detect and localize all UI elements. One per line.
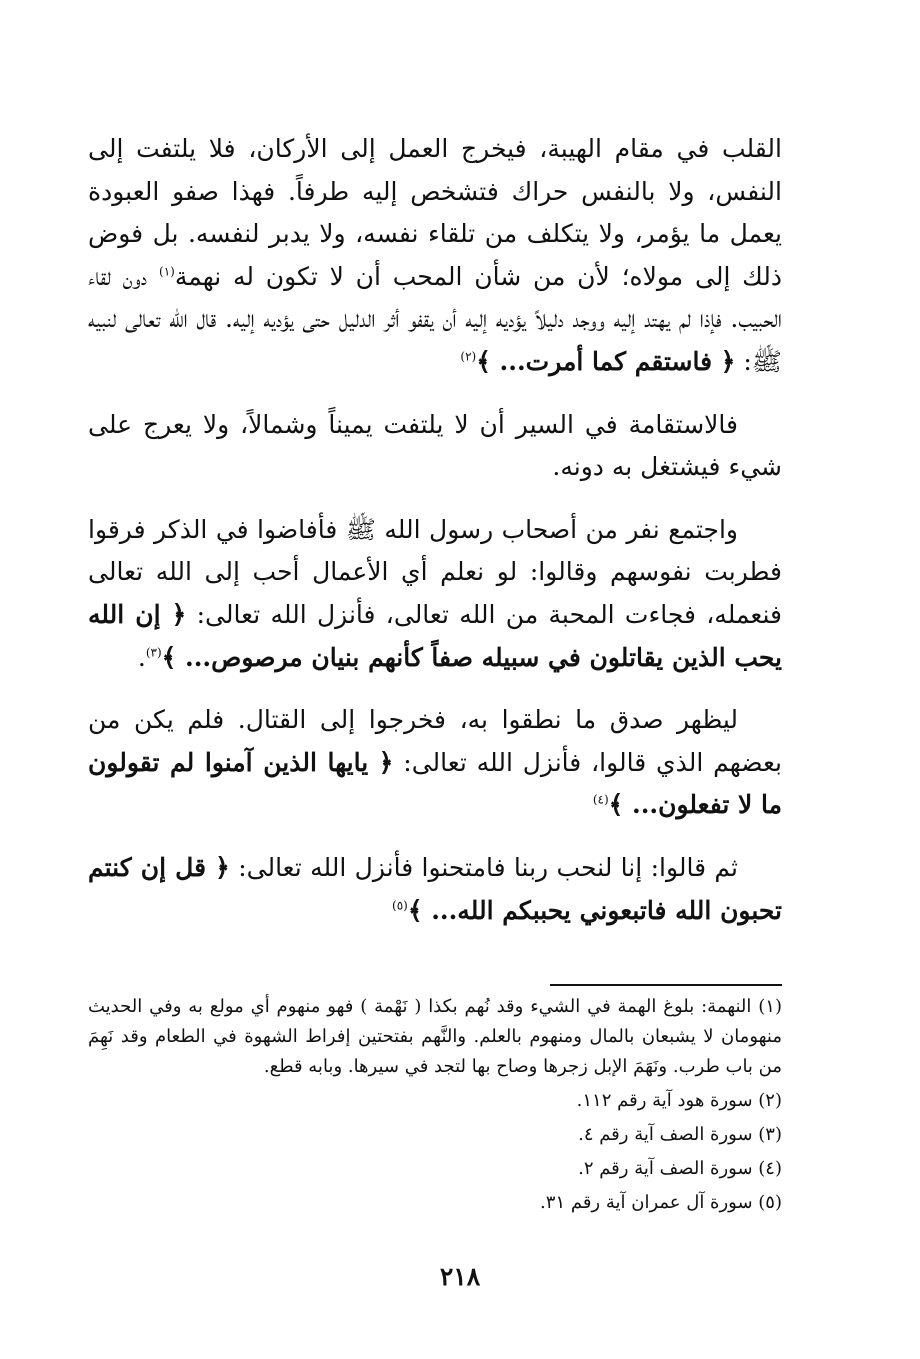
- page-body: [88, 128, 782, 952]
- footnotes: [88, 992, 782, 1222]
- footnote-ref-3: (٣): [145, 645, 162, 660]
- paragraph-5: [88, 847, 782, 932]
- footnote-4: (٤) سورة الصف آية رقم ٢.: [578, 1158, 782, 1179]
- paragraph-4-text-a: ليظهر صدق ما نطقوا به، فخرجوا إلى القتال. فلم يكن من بعضهم الذي قالوا، فأنزل الله تعالى:: [88, 705, 782, 777]
- footnote-1: (١) النهمة: بلوغ الهمة في الشيء وقد نُهم بكذا ( نَهْمة ) فهو منهوم أي مولع به وفي الحديث منهومان لا يشبعان بالمال ومنهوم بالعلم. والنَّهم بفتحتين إفراط الشهوة في الطعام وقد نَهِمَ من باب طرب. ونَهَمَ الإبل زجرها وصاح بها لتجد في سيرها. وبابه قطع.: [88, 996, 782, 1077]
- quran-quote-4: ﴿ قل إن كنتم تحبون الله فاتبعوني يحببكم الله... ﴾: [88, 852, 782, 925]
- footnote-ref-1: (١): [159, 264, 175, 279]
- paragraph-1: [88, 128, 782, 384]
- quran-quote-3: ﴿ يايها الذين آمنوا لم تقولون ما لا تفعلون... ﴾: [88, 747, 782, 820]
- footnote-ref-5: (٥): [392, 898, 408, 913]
- paragraph-1-text-a: القلب في مقام الهيبة، فيخرج العمل إلى الأركان، فلا يلتفت إلى النفس، ولا بالنفس حراك فتشخص إليه طرفاً. فهذا صفو العبودة يعمل ما يؤمر، ولا يتكلف من تلقاء نفسه، ولا يدبر لنفسه. بل فوض ذلك إلى مولاه؛ لأن من شأن المحب أن لا تكون له نهمة: [88, 134, 782, 291]
- footnote-ref-4: (٤): [592, 792, 609, 807]
- footnote-5: (٥) سورة آل عمران آية رقم ٣١.: [540, 1192, 782, 1213]
- footnote-2: (٢) سورة هود آية رقم ١١٢.: [576, 1090, 782, 1111]
- paragraph-5-text-a: ثم قالوا: إنا لنحب ربنا فامتحنوا فأنزل الله تعالى:: [229, 852, 738, 882]
- footnote-ref-2: (٢): [460, 349, 477, 364]
- paragraph-3: [88, 509, 782, 679]
- paragraph-4: [88, 699, 782, 827]
- paragraph-2: [88, 404, 782, 489]
- footnote-separator: [550, 984, 782, 986]
- quran-quote-1: ﴿ فاستقم كما أمرت... ﴾: [476, 346, 736, 376]
- paragraph-1-text-b: دون لقاء الحبيب. فإذا لم يهتد إليه ووجد دليلاً يؤديه إليه أن يقفو أثر الدليل حتى يؤديه إليه. قال الله تعالى لنبيه ﷺ:: [88, 261, 782, 376]
- paragraph-3-text-a: واجتمع نفر من أصحاب رسول الله ﷺ فأفاضوا في الذكر فرقوا فطربت نفوسهم وقالوا: لو نعلم أي الأعمال أحب إلى الله تعالى فنعمله، فجاءت المحبة من الله تعالى، فأنزل الله تعالى:: [88, 514, 782, 629]
- page-number: ٢١٨: [439, 1262, 481, 1291]
- footnote-3: (٣) سورة الصف آية رقم ٤.: [578, 1124, 782, 1145]
- quran-quote-2: ﴿ إن الله يحب الذين يقاتلون في سبيله صفاً كأنهم بنيان مرصوص... ﴾: [88, 599, 782, 672]
- paragraph-2-text: فالاستقامة في السير أن لا يلتفت يميناً وشمالاً، ولا يعرج على شيء فيشتغل به دونه.: [88, 409, 782, 482]
- paragraph-3-text-b: .: [137, 642, 146, 672]
